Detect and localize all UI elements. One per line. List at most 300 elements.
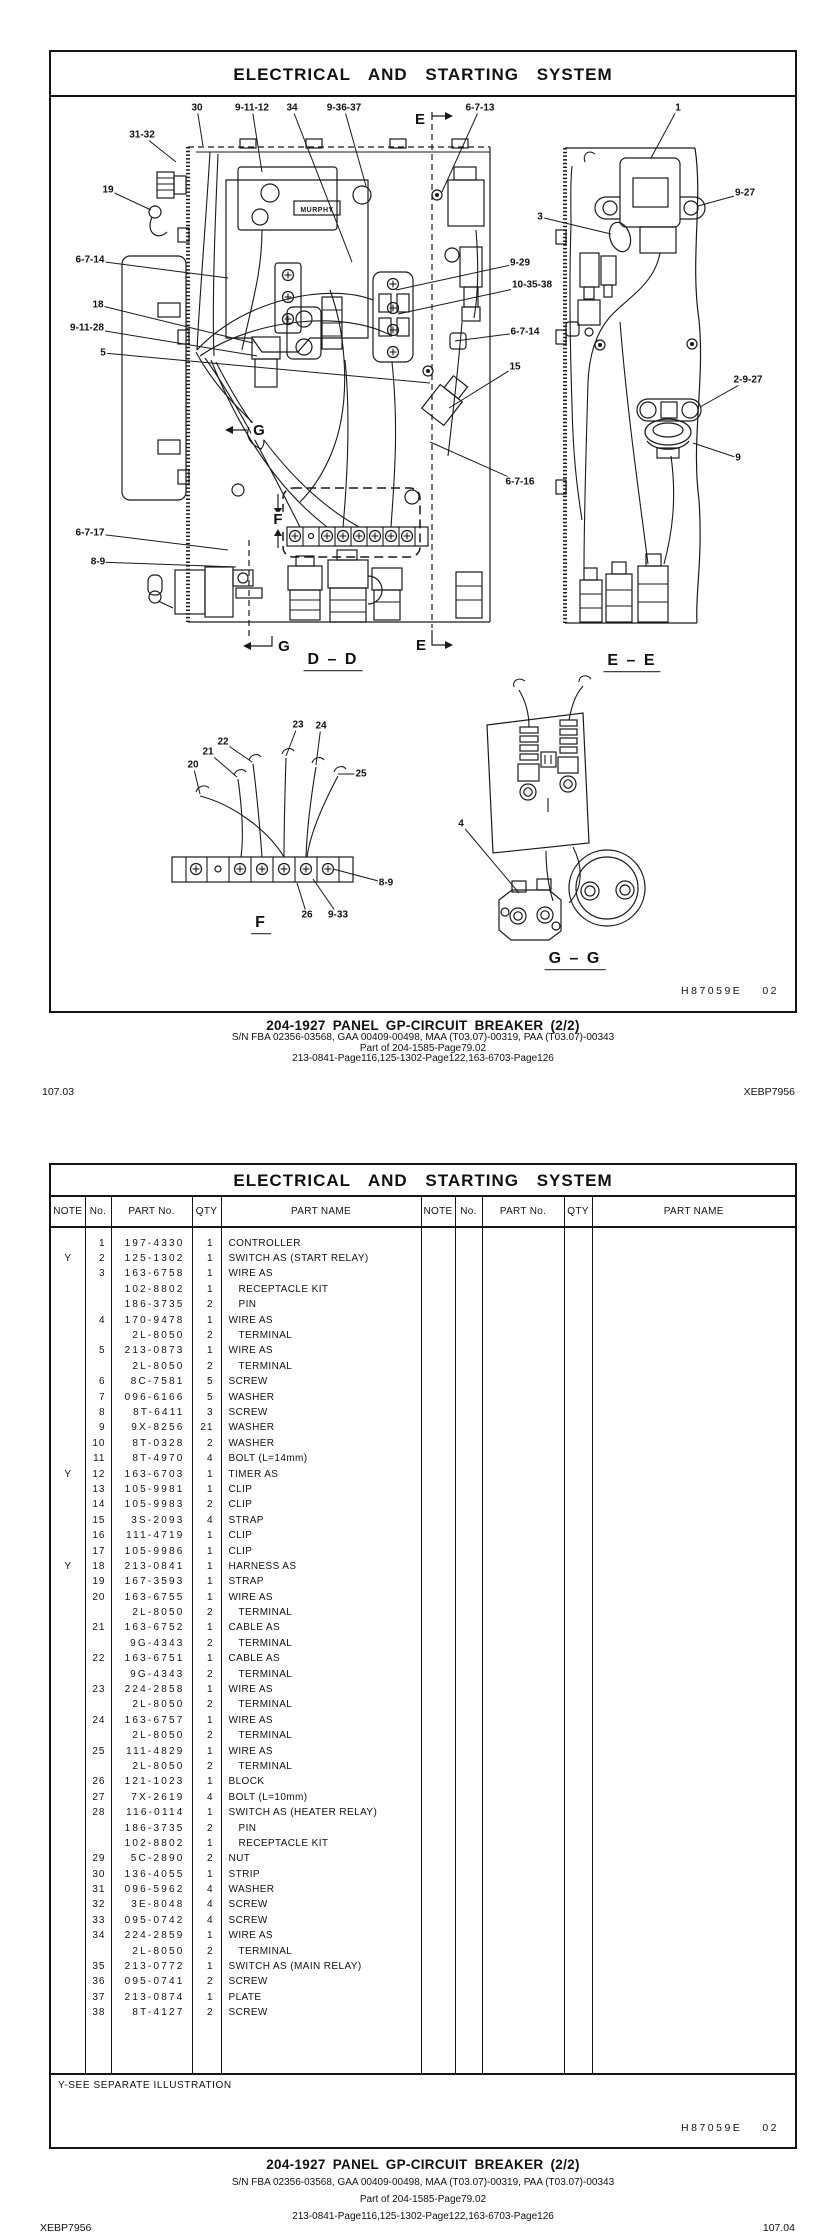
page-references: 213-0841-Page116,125-1302-Page122,163-6703-Page126 <box>292 2211 554 2222</box>
table-cell <box>482 1882 564 1897</box>
table-cell <box>564 1590 592 1605</box>
table-cell <box>421 1898 455 1913</box>
table-cell <box>564 1636 592 1651</box>
table-cell <box>592 2021 795 2074</box>
table-cell <box>592 1882 795 1897</box>
table-cell <box>592 1698 795 1713</box>
table-cell: 5 <box>192 1375 221 1390</box>
table-cell <box>482 1975 564 1990</box>
table-cell: TERMINAL <box>221 1636 421 1651</box>
table-cell <box>592 1575 795 1590</box>
table-row <box>51 1405 795 1420</box>
part-of-reference: Part of 204-1585-Page79.02 <box>359 1042 487 1054</box>
table-cell <box>482 1836 564 1851</box>
table-cell <box>592 1744 795 1759</box>
table-cell: CLIP <box>221 1482 421 1497</box>
col-header: NOTE <box>51 1197 85 1227</box>
table-cell: 2L-8050 <box>111 1328 192 1343</box>
table-cell <box>564 1298 592 1313</box>
table-cell <box>564 1359 592 1374</box>
table-cell <box>421 1575 455 1590</box>
table-cell <box>482 1298 564 1313</box>
table-cell: 186-3735 <box>111 1821 192 1836</box>
table-cell <box>51 1590 85 1605</box>
table-cell <box>592 1267 795 1282</box>
table-cell: 1 <box>192 1528 221 1543</box>
table-cell <box>564 1898 592 1913</box>
table-cell <box>564 1744 592 1759</box>
col-header: No. <box>455 1197 482 1227</box>
table-row <box>51 1882 795 1897</box>
table-cell <box>421 1729 455 1744</box>
table-cell <box>51 1990 85 2005</box>
table-cell: 2 <box>192 1298 221 1313</box>
table-row <box>51 1559 795 1574</box>
table-cell <box>455 1621 482 1636</box>
table-cell: 102-8802 <box>111 1836 192 1851</box>
table-cell <box>592 1713 795 1728</box>
table-cell <box>455 1898 482 1913</box>
table-cell <box>482 2006 564 2021</box>
table-cell: 4 <box>192 1513 221 1528</box>
view-label: G – G <box>545 950 606 970</box>
table-cell: STRAP <box>221 1513 421 1528</box>
table-cell <box>455 1852 482 1867</box>
table-cell: SCREW <box>221 1975 421 1990</box>
table-cell: 2 <box>192 1498 221 1513</box>
table-cell: 2 <box>85 1251 111 1266</box>
table-cell <box>455 1451 482 1466</box>
table-row <box>51 1313 795 1328</box>
table-cell: 33 <box>85 1913 111 1928</box>
table-cell <box>85 1605 111 1620</box>
table-cell <box>482 1513 564 1528</box>
table-cell: 7X-2619 <box>111 1790 192 1805</box>
table-cell: 32 <box>85 1898 111 1913</box>
callout-label: 8-9 <box>90 556 106 568</box>
table-cell: TERMINAL <box>221 1729 421 1744</box>
table-cell: 1 <box>192 1575 221 1590</box>
table-cell: 163-6757 <box>111 1713 192 1728</box>
table-cell <box>51 1390 85 1405</box>
callout-label: 9-33 <box>327 909 349 921</box>
callout-label: 6-7-16 <box>505 476 535 488</box>
diagram <box>51 97 795 1011</box>
table-cell <box>592 1328 795 1343</box>
table-cell <box>482 1375 564 1390</box>
table-cell: 10 <box>85 1436 111 1451</box>
table-cell <box>421 1959 455 1974</box>
table-cell: 095-0741 <box>111 1975 192 1990</box>
table-row <box>51 1528 795 1543</box>
table-cell <box>192 2021 221 2074</box>
callout-label: 34 <box>286 102 298 114</box>
table-cell <box>421 1636 455 1651</box>
table-cell: 1 <box>192 1282 221 1297</box>
col-header: No. <box>85 1197 111 1227</box>
table-cell: 20 <box>85 1590 111 1605</box>
table-cell: STRAP <box>221 1575 421 1590</box>
table-cell <box>421 1390 455 1405</box>
table-cell: 4 <box>192 1451 221 1466</box>
table-cell <box>455 1344 482 1359</box>
table-cell <box>564 1482 592 1497</box>
table-cell: WASHER <box>221 1390 421 1405</box>
table-cell <box>482 1790 564 1805</box>
table-cell <box>564 1421 592 1436</box>
table-cell <box>455 1282 482 1297</box>
table-row <box>51 1898 795 1913</box>
table-cell: 163-6758 <box>111 1267 192 1282</box>
table-cell <box>592 1867 795 1882</box>
table-cell <box>592 1605 795 1620</box>
page-title: ELECTRICAL AND STARTING SYSTEM <box>51 52 795 97</box>
table-cell: 5C-2890 <box>111 1852 192 1867</box>
table-cell <box>455 1775 482 1790</box>
table-cell: 4 <box>192 1790 221 1805</box>
table-cell <box>564 1836 592 1851</box>
table-cell <box>482 1559 564 1574</box>
table-cell <box>455 1929 482 1944</box>
table-cell <box>51 1698 85 1713</box>
table-cell: 3E-8048 <box>111 1898 192 1913</box>
table-row <box>51 1421 795 1436</box>
table-cell <box>111 1227 192 1236</box>
brand-label: MURPHY <box>300 207 334 214</box>
table-cell: 26 <box>85 1775 111 1790</box>
table-cell <box>85 1298 111 1313</box>
table-cell: 1 <box>192 1682 221 1697</box>
table-cell <box>51 1359 85 1374</box>
table-row <box>51 1867 795 1882</box>
table-cell <box>592 1359 795 1374</box>
table-cell <box>85 1944 111 1959</box>
table-cell: WASHER <box>221 1436 421 1451</box>
callout-label: 9-29 <box>509 257 531 269</box>
table-cell: 8T-4970 <box>111 1451 192 1466</box>
table-cell: 136-4055 <box>111 1867 192 1882</box>
table-cell <box>455 1821 482 1836</box>
table-cell: 4 <box>192 1898 221 1913</box>
table-cell <box>85 1282 111 1297</box>
table-cell <box>592 1344 795 1359</box>
table-cell: 38 <box>85 2006 111 2021</box>
callout-label: 9-36-37 <box>326 102 362 114</box>
table-cell: WIRE AS <box>221 1313 421 1328</box>
table-cell <box>51 1575 85 1590</box>
table-cell: 2 <box>192 1636 221 1651</box>
table-row <box>51 1682 795 1697</box>
table-cell <box>51 1852 85 1867</box>
table-cell: NUT <box>221 1852 421 1867</box>
callout-label: 4 <box>458 818 464 830</box>
section-letter: G <box>278 637 290 655</box>
table-cell <box>482 1251 564 1266</box>
table-cell <box>421 1328 455 1343</box>
table-cell <box>482 1528 564 1543</box>
table-cell: SCREW <box>221 1405 421 1420</box>
serial-numbers: S/N FBA 02356-03568, GAA 00409-00498, MAA (T03.07)-00319, PAA (T03.07)-00343 <box>231 2177 615 2188</box>
table-cell <box>592 2006 795 2021</box>
table-row <box>51 1944 795 1959</box>
table-cell: TERMINAL <box>221 1605 421 1620</box>
table-cell <box>51 1405 85 1420</box>
table-cell: 28 <box>85 1805 111 1820</box>
table-cell <box>455 1605 482 1620</box>
table-cell: 8T-4127 <box>111 2006 192 2021</box>
table-cell <box>592 1498 795 1513</box>
table-cell <box>564 1621 592 1636</box>
table-cell <box>51 1744 85 1759</box>
table-cell <box>564 1405 592 1420</box>
table-cell <box>455 2006 482 2021</box>
table-cell <box>51 1652 85 1667</box>
table-cell <box>85 2021 111 2074</box>
table-cell <box>51 1375 85 1390</box>
table-cell <box>192 1227 221 1236</box>
table-row <box>51 1328 795 1343</box>
table-cell <box>564 1282 592 1297</box>
table-cell: 1 <box>192 1744 221 1759</box>
table-cell <box>455 1227 482 1236</box>
table-cell: SCREW <box>221 1913 421 1928</box>
table-cell <box>564 1451 592 1466</box>
table-row <box>51 1852 795 1867</box>
table-row <box>51 1236 795 1251</box>
table-cell: 1 <box>192 1590 221 1605</box>
table-cell <box>421 1282 455 1297</box>
table-cell <box>85 1729 111 1744</box>
table-cell <box>51 1513 85 1528</box>
table-row <box>51 1667 795 1682</box>
view-label: D – D <box>304 651 363 671</box>
table-cell <box>592 1852 795 1867</box>
table-row <box>51 1436 795 1451</box>
table-cell <box>564 1267 592 1282</box>
table-cell <box>455 1498 482 1513</box>
table-cell <box>592 1451 795 1466</box>
table-cell <box>564 1251 592 1266</box>
table-cell <box>421 1559 455 1574</box>
table-cell <box>592 1528 795 1543</box>
table-cell: 213-0874 <box>111 1990 192 2005</box>
table-cell <box>455 1482 482 1497</box>
table-row <box>51 1652 795 1667</box>
callout-label: 25 <box>355 768 367 780</box>
table-cell: 12 <box>85 1467 111 1482</box>
table-row <box>51 2021 795 2074</box>
table-row <box>51 1913 795 1928</box>
table-cell <box>51 1421 85 1436</box>
table-cell: 2L-8050 <box>111 1759 192 1774</box>
table-cell <box>482 1359 564 1374</box>
table-cell: 1 <box>192 1344 221 1359</box>
table-cell: 8T-0328 <box>111 1436 192 1451</box>
table-cell <box>482 1344 564 1359</box>
table-cell: CONTROLLER <box>221 1236 421 1251</box>
table-cell <box>455 1513 482 1528</box>
table-cell: 224-2858 <box>111 1682 192 1697</box>
table-cell <box>455 1990 482 2005</box>
table-row <box>51 1775 795 1790</box>
table-cell: 163-6752 <box>111 1621 192 1636</box>
table-cell: 2 <box>192 1359 221 1374</box>
table-row <box>51 1344 795 1359</box>
table-cell <box>455 1790 482 1805</box>
table-cell: TERMINAL <box>221 1759 421 1774</box>
table-cell <box>51 1913 85 1928</box>
table-cell <box>455 1575 482 1590</box>
table-cell <box>564 1344 592 1359</box>
table-cell: WASHER <box>221 1421 421 1436</box>
table-cell: 31 <box>85 1882 111 1897</box>
table-cell <box>421 1498 455 1513</box>
table-cell <box>455 1713 482 1728</box>
table-cell <box>482 1605 564 1620</box>
table-cell <box>455 1528 482 1543</box>
callout-label: 31-32 <box>129 129 155 141</box>
table-cell <box>592 1313 795 1328</box>
table-cell: 8T-6411 <box>111 1405 192 1420</box>
table-cell <box>592 1790 795 1805</box>
table-cell <box>564 1236 592 1251</box>
table-cell: Y <box>51 1559 85 1574</box>
table-cell: 111-4829 <box>111 1744 192 1759</box>
table-row <box>51 1621 795 1636</box>
table-cell: SWITCH AS (HEATER RELAY) <box>221 1805 421 1820</box>
callout-label: 9-11-12 <box>235 102 269 114</box>
table-cell: 111-4719 <box>111 1528 192 1543</box>
table-cell <box>421 1359 455 1374</box>
table-cell <box>482 1729 564 1744</box>
table-cell <box>421 1975 455 1990</box>
table-cell <box>85 1227 111 1236</box>
table-cell: 2 <box>192 1436 221 1451</box>
table-cell <box>455 1729 482 1744</box>
table-cell: WIRE AS <box>221 1682 421 1697</box>
table-cell <box>221 2021 421 2074</box>
table-cell: 9G-4343 <box>111 1636 192 1651</box>
table-row <box>51 1544 795 1559</box>
table-cell: 2L-8050 <box>111 1944 192 1959</box>
table-cell <box>455 1559 482 1574</box>
table-cell <box>421 1421 455 1436</box>
table-cell: 9 <box>85 1421 111 1436</box>
table-cell: 25 <box>85 1744 111 1759</box>
table-cell: BOLT (L=14mm) <box>221 1451 421 1466</box>
table-cell <box>455 1390 482 1405</box>
table-cell <box>421 1344 455 1359</box>
table-cell <box>564 1390 592 1405</box>
table-cell: 125-1302 <box>111 1251 192 1266</box>
table-row <box>51 1605 795 1620</box>
table-row <box>51 2006 795 2021</box>
table-row <box>51 1251 795 1266</box>
table-cell <box>455 1236 482 1251</box>
table-cell <box>51 1482 85 1497</box>
table-cell <box>455 1805 482 1820</box>
callout-label: 6-7-17 <box>75 527 105 539</box>
table-cell <box>564 1944 592 1959</box>
table-cell <box>51 1821 85 1836</box>
table-cell <box>421 1405 455 1420</box>
table-cell <box>592 1836 795 1851</box>
table-cell <box>455 1636 482 1651</box>
table-cell: 2L-8050 <box>111 1605 192 1620</box>
table-cell: 105-9983 <box>111 1498 192 1513</box>
callout-label: 3 <box>537 211 543 223</box>
table-cell <box>455 1944 482 1959</box>
table-row <box>51 1836 795 1851</box>
table-cell: 1 <box>192 1251 221 1266</box>
table-cell: 1 <box>192 1805 221 1820</box>
table-cell: 3 <box>85 1267 111 1282</box>
table-header-row <box>51 1197 795 1227</box>
table-cell <box>421 1744 455 1759</box>
table-cell <box>482 1867 564 1882</box>
table-cell <box>482 1913 564 1928</box>
table-cell <box>455 2021 482 2074</box>
table-cell: 116-0114 <box>111 1805 192 1820</box>
table-cell <box>421 1698 455 1713</box>
table-cell <box>455 1959 482 1974</box>
table-cell: 186-3735 <box>111 1298 192 1313</box>
table-cell <box>482 1236 564 1251</box>
table-cell: 34 <box>85 1929 111 1944</box>
table-cell <box>421 1605 455 1620</box>
table-cell <box>421 1298 455 1313</box>
table-cell: SWITCH AS (START RELAY) <box>221 1251 421 1266</box>
table-cell: TERMINAL <box>221 1667 421 1682</box>
table-cell <box>592 1667 795 1682</box>
table-cell: 1 <box>192 1236 221 1251</box>
table-cell <box>564 2021 592 2074</box>
table-row <box>51 1698 795 1713</box>
table-cell: 1 <box>192 1267 221 1282</box>
callout-label: 9-11-28 <box>70 322 104 334</box>
table-row <box>51 1759 795 1774</box>
table-cell <box>564 1882 592 1897</box>
table-cell: 1 <box>192 1313 221 1328</box>
callout-label: 2-9-27 <box>733 374 763 386</box>
table-cell <box>592 1652 795 1667</box>
table-cell <box>455 1436 482 1451</box>
table-cell <box>51 1759 85 1774</box>
table-cell: 16 <box>85 1528 111 1543</box>
table-cell <box>51 2021 85 2074</box>
table-cell <box>51 1344 85 1359</box>
footnote: Y-SEE SEPARATE ILLUSTRATION <box>51 2073 795 2091</box>
table-cell: 11 <box>85 1451 111 1466</box>
table-cell <box>482 1405 564 1420</box>
table-cell: 9X-8256 <box>111 1421 192 1436</box>
table-cell: 213-0772 <box>111 1959 192 1974</box>
table-row <box>51 1498 795 1513</box>
table-cell: 2 <box>192 1698 221 1713</box>
table-cell <box>592 1467 795 1482</box>
table-cell <box>51 1282 85 1297</box>
col-header: QTY <box>564 1197 592 1227</box>
table-cell <box>482 1898 564 1913</box>
doc-code-1: XEBP7956 <box>743 1086 795 1098</box>
table-cell <box>421 1251 455 1266</box>
table-cell <box>85 1328 111 1343</box>
table-cell: 170-9478 <box>111 1313 192 1328</box>
table-cell <box>421 1236 455 1251</box>
table-cell <box>51 1729 85 1744</box>
figure-title: 204-1927 PANEL GP-CIRCUIT BREAKER (2/2) <box>266 1018 580 1033</box>
table-cell <box>564 1867 592 1882</box>
